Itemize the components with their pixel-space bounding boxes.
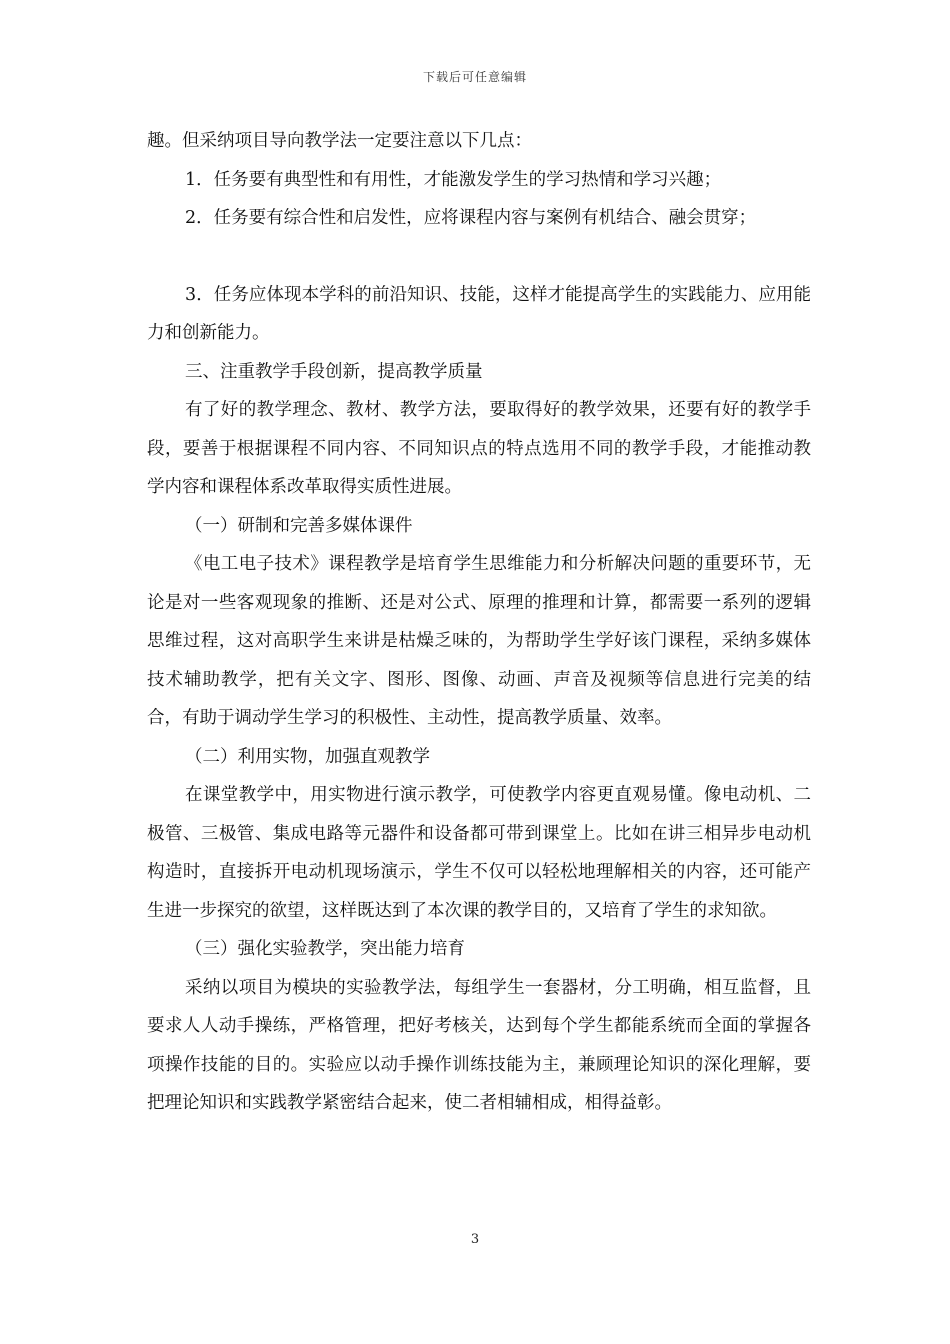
subheading-multimedia: （一）研制和完善多媒体课件 xyxy=(185,515,413,536)
document-body xyxy=(147,122,811,1123)
paragraph-teaching-means: 有了好的教学理念、教材、教学方法，要取得好的教学效果，还要有好的教学手段，要善于根据课程不同内容、不同知识点的特点选用不同的教学手段，才能推动教学内容和课程体系改革取得实质性进展。 xyxy=(147,400,811,497)
paragraph-continuation: 趣。但采纳项目导向教学法一定要注意以下几点： xyxy=(147,131,532,151)
subheading-physical-objects: （二）利用实物，加强直观教学 xyxy=(185,746,430,767)
page-header: 下载后可任意编辑 xyxy=(422,70,527,84)
list-item-2: 2．任务要有综合性和启发性，应将课程内容与案例有机结合、融会贯穿； xyxy=(185,208,757,228)
paragraph-physical-objects: 在课堂教学中，用实物进行演示教学，可使教学内容更直观易懂。像电动机、二极管、三极管、集成电路等元器件和设备都可带到课堂上。比如在讲三相异步电动机构造时，直接拆开电动机现场演示，学生不仅可以轻松地理解相关的内容，还可能产生进一步探究的欲望，这样既达到了本次课的教学目的，又培育了学生的求知欲。 xyxy=(147,785,811,921)
section-heading-3: 三、注重教学手段创新，提高教学质量 xyxy=(185,361,483,382)
paragraph-multimedia: 《电工电子技术》课程教学是培育学生思维能力和分析解决问题的重要环节，无论是对一些客观现象的推断、还是对公式、原理的推理和计算，都需要一系列的逻辑思维过程，这对高职学生来讲是枯燥乏味的，为帮助学生学好该门课程，采纳多媒体技术辅助教学，把有关文字、图形、图像、动画、声音及视频等信息进行完美的结合，有助于调动学生学习的积极性、主动性，提高教学质量、效率。 xyxy=(147,554,811,728)
list-item-1: 1．任务要有典型性和有用性，才能激发学生的学习热情和学习兴趣； xyxy=(185,169,722,190)
subheading-experiments: （三）强化实验教学，突出能力培育 xyxy=(185,939,465,959)
list-item-3: 3．任务应体现本学科的前沿知识、技能，这样才能提高学生的实践能力、应用能力和创新能力。 xyxy=(147,284,811,343)
blank-line xyxy=(147,238,811,276)
paragraph-experiments: 采纳以项目为模块的实验教学法，每组学生一套器材，分工明确，相互监督，且要求人人动手操练，严格管理，把好考核关，达到每个学生都能系统而全面的掌握各项操作技能的目的。实验应以动手操作训练技能为主，兼顾理论知识的深化理解，要把理论知识和实践教学紧密结合起来，使二者相辅相成，相得益彰。 xyxy=(147,977,811,1113)
page-number: 3 xyxy=(470,1232,480,1247)
